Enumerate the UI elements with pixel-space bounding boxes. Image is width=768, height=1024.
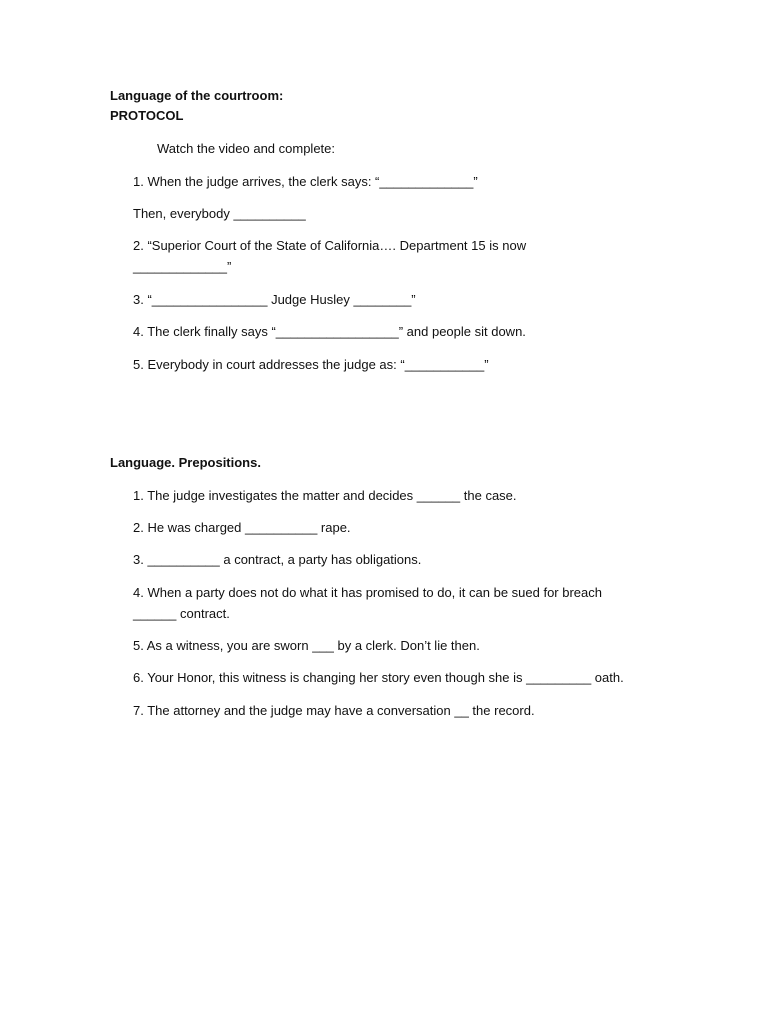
section1-item-4: 4. The clerk finally says “_________________” and people sit down. (133, 324, 526, 339)
section2-title: Language. Prepositions. (110, 455, 261, 470)
section2-item-2: 2. He was charged __________ rape. (133, 520, 351, 535)
section2-item-4: 4. When a party does not do what it has promised to do, it can be sued for breach (133, 585, 602, 600)
section2-item-6: 6. Your Honor, this witness is changing her story even though she is _________ oath. (133, 670, 624, 685)
section1-item-2-continued: _____________” (133, 259, 232, 274)
section1-item-3: 3. “________________ Judge Husley ________” (133, 292, 416, 307)
section2-item-1: 1. The judge investigates the matter and decides ______ the case. (133, 488, 517, 503)
section2-item-7: 7. The attorney and the judge may have a conversation __ the record. (133, 703, 535, 718)
section2-item-4-continued: ______ contract. (133, 606, 230, 621)
section1-item-1-followup: Then, everybody __________ (133, 206, 306, 221)
section1-item-5: 5. Everybody in court addresses the judge as: “___________” (133, 357, 489, 372)
section2-item-5: 5. As a witness, you are sworn ___ by a clerk. Don’t lie then. (133, 638, 480, 653)
section1-item-1: 1. When the judge arrives, the clerk says: “_____________” (133, 174, 478, 189)
section1-instruction: Watch the video and complete: (157, 141, 336, 156)
section1-item-2: 2. “Superior Court of the State of California…. Department 15 is now (133, 238, 527, 253)
section2-item-3: 3. __________ a contract, a party has obligations. (133, 552, 422, 567)
section1-title: Language of the courtroom: (110, 88, 284, 103)
section1-subtitle: PROTOCOL (110, 108, 184, 123)
